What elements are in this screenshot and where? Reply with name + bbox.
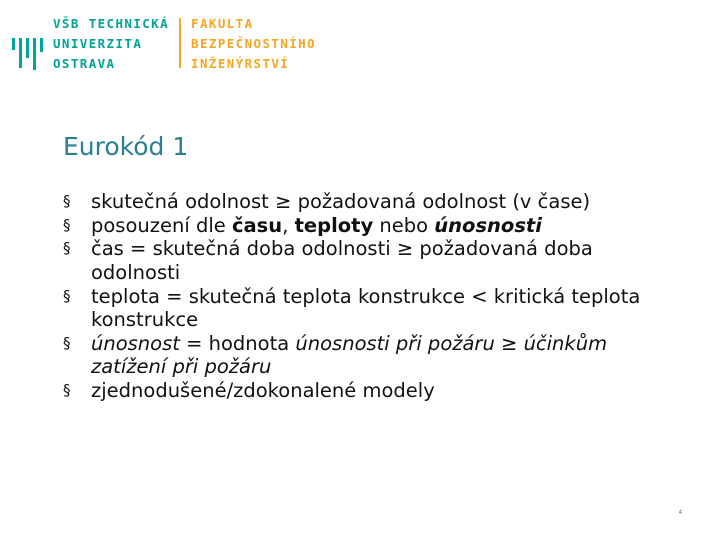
- bullet-text-part: posouzení dle: [91, 213, 232, 237]
- faculty-line-1: FAKULTA: [191, 16, 254, 31]
- university-line-2: UNIVERZITA: [53, 36, 143, 51]
- logo-bars-icon: [12, 16, 43, 70]
- bullet-text-part: nebo: [373, 213, 435, 237]
- bullet-item: [63, 379, 663, 403]
- bullet-item: [63, 237, 663, 284]
- page-number: 4: [678, 510, 682, 516]
- bullet-text-bold-italic: únosnosti: [434, 213, 542, 237]
- bullet-item: [63, 285, 663, 332]
- bullet-icon: §: [63, 333, 71, 352]
- faculty-line-2: BEZPEČNOSTNÍHO: [191, 36, 317, 51]
- bullet-text-part: ,: [282, 213, 295, 237]
- university-line-1: VŠB TECHNICKÁ: [53, 16, 170, 31]
- bullet-text-bold: teploty: [294, 213, 374, 237]
- bullet-list: [63, 190, 663, 403]
- bullet-text: skutečná odolnost ≥ požadovaná odolnost (v čase): [91, 190, 591, 213]
- bullet-item: [63, 214, 663, 238]
- bullet-text-italic: únosnost: [91, 331, 180, 355]
- bullet-icon: §: [63, 286, 71, 305]
- bullet-icon: §: [63, 192, 71, 210]
- bullet-icon: §: [63, 380, 71, 399]
- bullet-icon: §: [63, 239, 71, 258]
- bullet-text-italic: účinkům zatížení při požáru: [91, 331, 608, 379]
- bullet-item: [63, 190, 663, 214]
- bullet-text-part: ≥: [494, 331, 524, 355]
- university-name: [53, 14, 169, 74]
- bullet-text: zjednodušené/zdokonalené modely: [91, 378, 435, 402]
- bullet-text-bold: času: [231, 213, 283, 237]
- logo-divider: [179, 18, 181, 68]
- slide-title: Eurokód 1: [63, 132, 189, 161]
- bullet-text: čas = skutečná doba odolnosti ≥ požadovaná doba odolnosti: [91, 237, 593, 284]
- bullet-text-italic: únosnosti při požáru: [295, 331, 495, 355]
- faculty-name: [191, 14, 316, 74]
- bullet-item: [63, 332, 663, 379]
- faculty-line-3: INŽENÝRSTVÍ: [191, 56, 290, 71]
- vsb-logo: [12, 14, 316, 72]
- bullet-text: teplota = skutečná teplota konstrukce < kritická teplota konstrukce: [91, 284, 641, 332]
- university-line-3: OSTRAVA: [53, 56, 116, 71]
- bullet-text-part: = hodnota: [179, 331, 296, 355]
- bullet-icon: §: [63, 215, 71, 234]
